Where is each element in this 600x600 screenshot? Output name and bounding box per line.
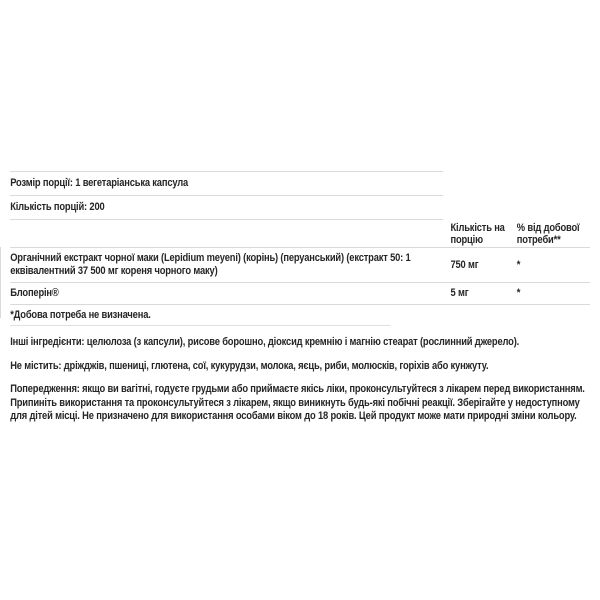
supplement-facts-content [0, 171, 600, 424]
does-not-contain-text: Не містить: дріжджів, пшениці, глютена, сої, кукурудзи, молока, яєць, риби, молюсків, горіхів або кунжуту. [10, 359, 489, 372]
ingredient-daily-value: * [516, 258, 521, 271]
ingredient-row-bioperine [10, 283, 590, 305]
ingredient-daily-value: * [516, 287, 521, 299]
warning-text: Попередження: якщо ви вагітні, годуєте грудьми або приймаєте якісь ліки, проконсультуйтеся з лікарем перед використанням. Припиніть використання та проконсультуйтеся з лікарем, якщо виникнуть будь-які побічні реакції. Зберігайте у недоступному для дітей місці. Не призначено для використання особами віком до 18 років. Цей продукт може мати природні зміни кольору. [10, 383, 585, 422]
ingredient-column-spacer [10, 222, 450, 246]
serving-info-table [10, 171, 443, 220]
ingredient-name: Органічний екстракт чорної маки (Lepidium meyeni) (корінь) (перуанський) (екстракт 50: 1 еквівалентний 37 500 мг кореня чорного маку) [10, 252, 411, 277]
serving-size-row: Розмір порції: 1 вегетаріанська капсула [10, 172, 443, 196]
daily-value-footnote: *Добова потреба не визначена. [10, 305, 390, 326]
daily-value-header: % від добової потреби** [516, 222, 580, 246]
servings-per-container-row: Кількість порцій: 200 [10, 196, 443, 220]
table-left-border-fragment [0, 247, 1, 318]
ingredient-amount: 5 мг [450, 287, 469, 299]
ingredient-row-maca-extract [10, 248, 590, 283]
other-ingredients-text: Інші інгредієнти: целюлоза (з капсули), рисове борошно, діоксид кремнію і магнію стеарат (рослинний джерело). [10, 336, 520, 348]
ingredient-amount: 750 мг [450, 258, 479, 271]
amount-per-serving-header: Кількість на порцію [450, 222, 505, 246]
facts-header-row [10, 220, 590, 248]
ingredient-name: Блоперін® [10, 287, 59, 299]
supplement-facts-panel [0, 171, 600, 424]
